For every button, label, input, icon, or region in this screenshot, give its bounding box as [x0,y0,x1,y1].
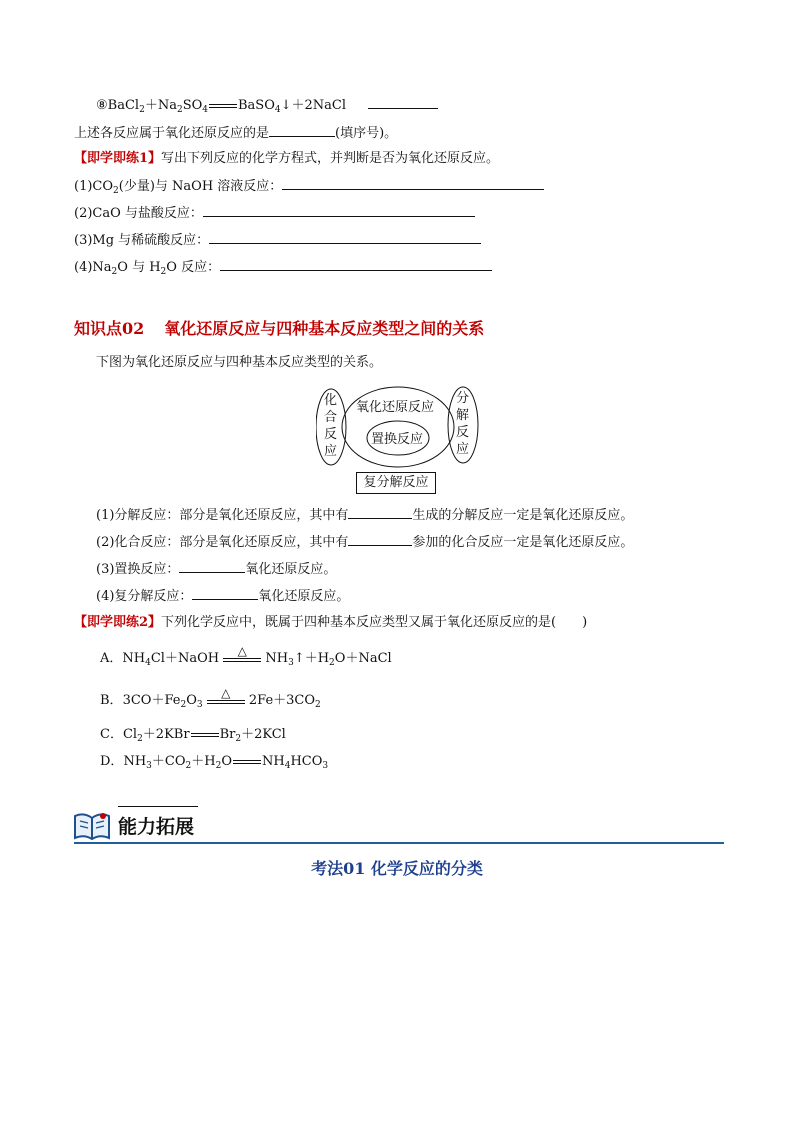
answer-blank[interactable] [209,231,481,244]
double-decomposition-box: 复分解反应 [356,472,436,494]
practice1-item-1: $(1)CO_2$(少量)与 NaOH 溶液反应： [74,177,544,200]
fill-item-1: (1)分解反应：部分是氧化还原反应，其中有 生成的分解反应一定是氧化还原反应。 [96,508,634,523]
answer-blank[interactable] [220,258,492,271]
section-divider [74,842,724,844]
option-d[interactable]: D．$NH_3+CO_2+H_2O$ $NH_4HCO_3$ [100,754,329,771]
heat-condition: △ [207,696,245,704]
redox-question: 上述各反应属于氧化还原反应的是 (填序号)。 [74,126,398,141]
option-b[interactable]: B．$3CO+Fe_2O_3$ △ $2Fe+3CO_2$ [100,686,321,710]
equation-item-8: $⑧BaCl_2+Na_2SO_4$ BaSO$_4$↓＋2NaCl [96,96,438,119]
practice1-heading: 【即学即练1】写出下列反应的化学方程式，并判断是否为氧化还原反应。 [74,151,500,166]
heat-condition: △ [223,654,261,662]
answer-blank[interactable] [348,533,412,546]
redox-label: 氧化还原反应 [356,400,435,415]
practice2-heading: 【即学即练2】下列化学反应中，既属于四种基本反应类型又属于氧化还原反应的是( ) [74,615,588,630]
answer-blank[interactable] [192,587,258,600]
practice1-item-3: (3)Mg 与稀硫酸反应： [74,231,481,250]
answer-blank[interactable] [348,506,412,519]
answer-blank[interactable] [282,177,544,190]
method-heading: 考法01 化学反应的分类 [311,859,483,878]
answer-blank[interactable] [179,560,245,573]
diagram-intro: 下图为氧化还原反应与四种基本反应类型的关系。 [96,355,383,370]
equals-sign [233,760,261,764]
answer-blank[interactable] [203,204,475,217]
answer-blank[interactable] [269,124,335,137]
option-a[interactable]: A．$NH_4Cl+NaOH$ △ $NH_3↑+H_2O+NaCl$ [100,644,392,668]
equals-sign [209,104,237,108]
book-icon [72,808,112,842]
fill-item-3: (3)置换反应： 氧化还原反应。 [96,562,337,577]
answer-blank[interactable] [368,96,438,109]
practice1-item-2: (2)CaO 与盐酸反应： [74,204,475,223]
title-overline [118,806,198,807]
option-c[interactable]: C．$Cl_2+2KBr$ $Br_2+2KCl$ [100,727,286,744]
practice1-item-4: $(4)Na_2O$ 与 $H_2O$ 反应： [74,258,492,281]
fill-item-4: (4)复分解反应： 氧化还原反应。 [96,589,350,604]
ability-section-title: 能力拓展 [118,816,195,838]
fill-item-2: (2)化合反应：部分是氧化还原反应，其中有 参加的化合反应一定是氧化还原反应。 [96,535,634,550]
decomposition-label: 分 解 反 应 [456,391,470,457]
knowledge-point-heading: 知识点02 氧化还原反应与四种基本反应类型之间的关系 [74,319,485,338]
equals-sign [191,733,219,737]
combination-label: 化 合 反 应 [324,393,338,459]
displacement-label: 置换反应 [371,432,424,447]
